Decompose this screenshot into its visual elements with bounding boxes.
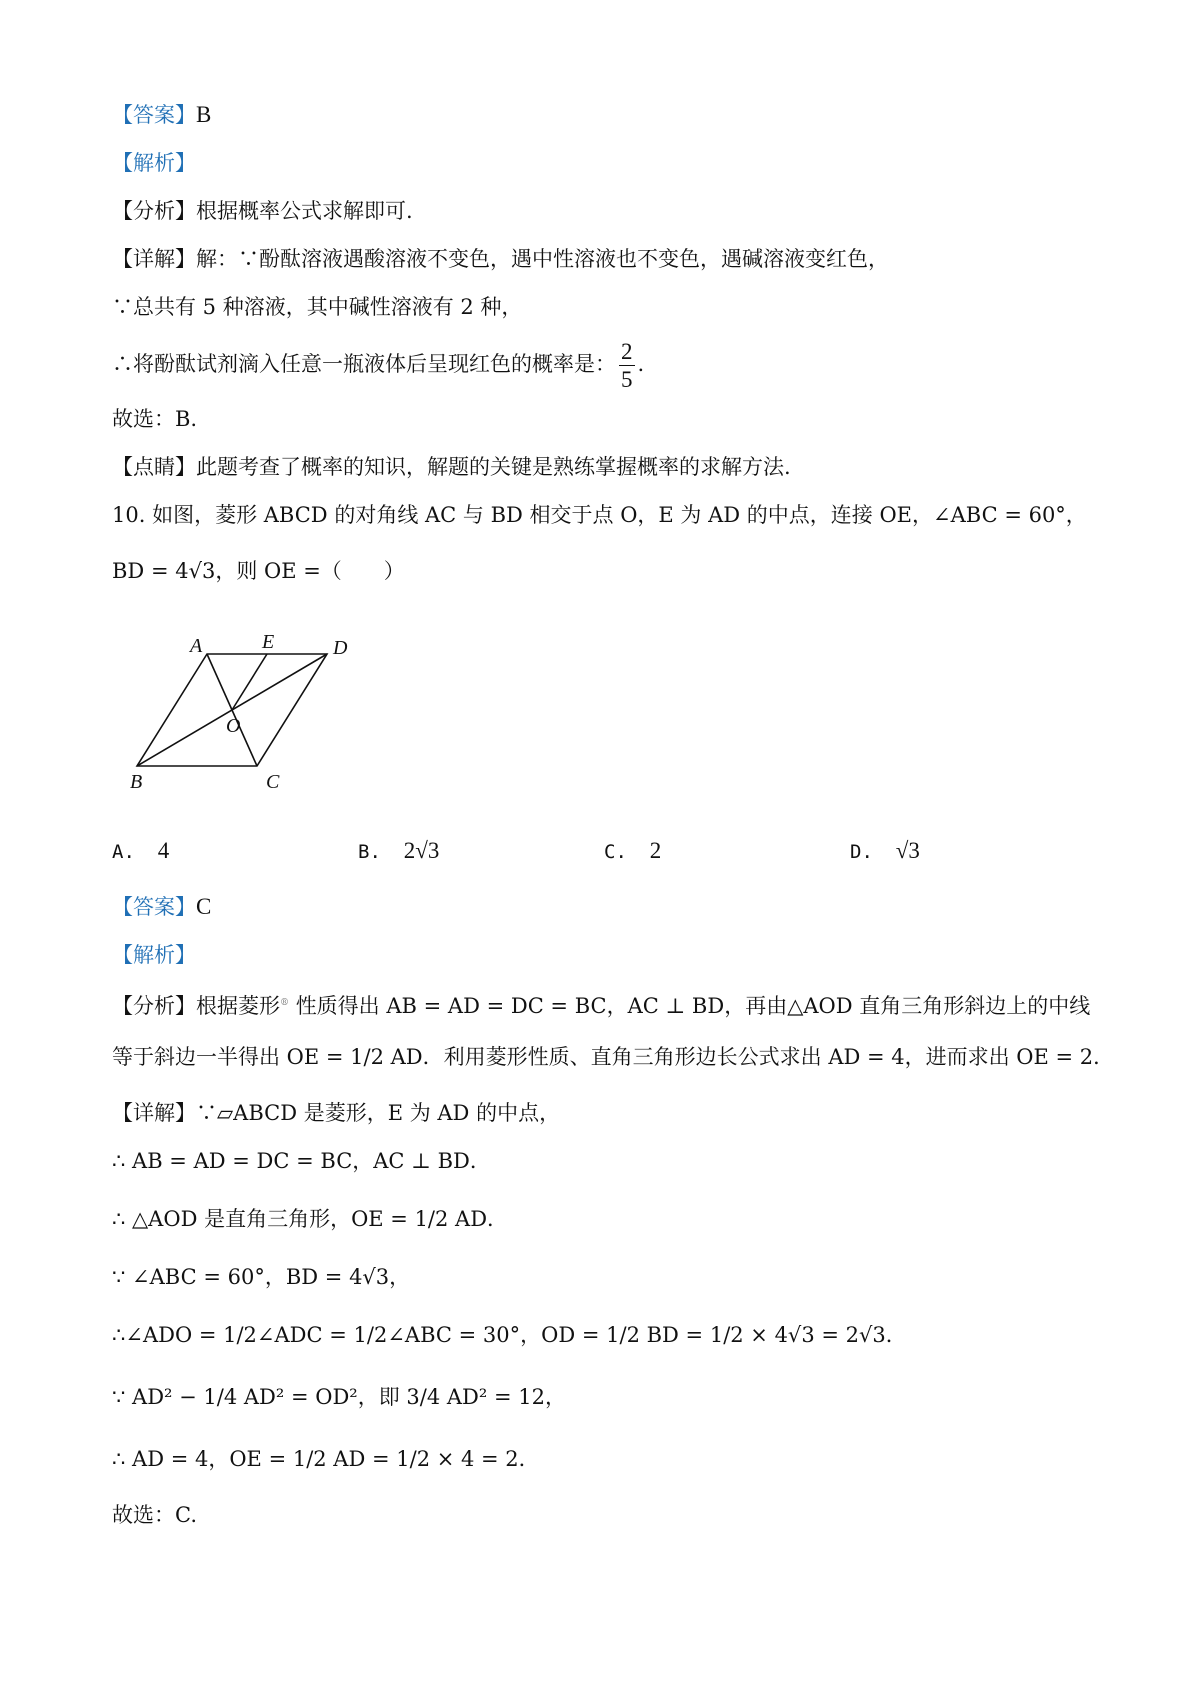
q10-answer-value: C bbox=[196, 894, 212, 919]
q9-line2: ∵总共有 5 种溶液，其中碱性溶液有 2 种， bbox=[112, 295, 523, 319]
q10-answer-line: 【答案】C bbox=[112, 894, 212, 919]
q9-fraction: $\frac{2}{5}$ bbox=[621, 339, 633, 392]
option-d: D. √3 bbox=[850, 838, 920, 863]
q9-dianjing-line: 【点睛】此题考查了概率的知识，解题的关键是熟练掌握概率的求解方法. bbox=[112, 455, 791, 479]
q9-choose: 故选：B. bbox=[112, 407, 198, 431]
q10-stem-line1: 10. 如图，菱形 ABCD 的对角线 AC 与 BD 相交于点 O，E 为 AD 的中点，连接 OE，∠ABC = 60°， bbox=[112, 503, 1087, 527]
q9-answer-value: B bbox=[196, 102, 212, 127]
segment-oe bbox=[232, 654, 267, 710]
q9-line3: ∴将酚酞试剂滴入任意一瓶液体后呈现红色的概率是： $\frac{2}{5}$ . bbox=[112, 339, 645, 392]
q9-fenxi-text: 根据概率公式求解即可. bbox=[196, 199, 413, 223]
option-c: C. 2 bbox=[604, 838, 662, 863]
q10-detail-line: 【详解】∵▱ABCD 是菱形，E 为 AD 的中点， bbox=[112, 1101, 561, 1125]
label-o: O bbox=[226, 715, 241, 737]
q10-step5: ∵ AD² − 1/4 AD² = OD²，即 3/4 AD² = 12， bbox=[112, 1385, 566, 1409]
q9-answer-line bbox=[112, 100, 211, 130]
option-a: A. 4 bbox=[112, 838, 170, 863]
q9-fenxi-line: 【分析】根据概率公式求解即可. bbox=[112, 199, 413, 223]
q10-fenxi-line1: 【分析】根据菱形® 性质得出 AB = AD = DC = BC，AC ⊥ BD，再由△AOD 直角三角形斜边上的中线 bbox=[112, 994, 1091, 1018]
label-c: C bbox=[266, 771, 280, 793]
q9-analysis-tag: 【解析】 bbox=[112, 151, 196, 175]
q10-fenxi-line2: 等于斜边一半得出 OE = 1/2 AD．利用菱形性质、直角三角形边长公式求出 AD = 4，进而求出 OE = 2． bbox=[112, 1045, 1115, 1069]
label-e: E bbox=[262, 632, 275, 653]
q10-step4: ∴∠ADO = 1/2∠ADC = 1/2∠ABC = 30°，OD = 1/2 BD = 1/2 × 4√3 = 2√3． bbox=[112, 1323, 907, 1347]
label-b: B bbox=[130, 771, 143, 793]
label-d: D bbox=[333, 637, 348, 659]
q10-step2: ∴ △AOD 是直角三角形，OE = 1/2 AD． bbox=[112, 1207, 509, 1231]
q9-detail-text: 解：∵酚酞溶液遇酸溶液不变色，遇中性溶液也不变色，遇碱溶液变红色， bbox=[196, 247, 889, 271]
q10-stem-line2: BD = 4√3，则 OE =（ ） bbox=[112, 559, 405, 583]
answer-tag: 【答案】 bbox=[112, 103, 196, 127]
option-b: B. 2√3 bbox=[358, 838, 440, 863]
q9-dianjing-text: 此题考查了概率的知识，解题的关键是熟练掌握概率的求解方法. bbox=[196, 455, 791, 479]
q10-step6: ∴ AD = 4，OE = 1/2 AD = 1/2 × 4 = 2． bbox=[112, 1447, 540, 1471]
q10-choose: 故选：C. bbox=[112, 1503, 197, 1527]
q10-step3: ∵ ∠ABC = 60°，BD = 4√3， bbox=[112, 1265, 411, 1289]
q9-detail-line: 【详解】解：∵酚酞溶液遇酸溶液不变色，遇中性溶液也不变色，遇碱溶液变红色， bbox=[112, 247, 889, 271]
rhombus-figure bbox=[130, 632, 390, 802]
label-a: A bbox=[190, 635, 203, 657]
q10-analysis-tag: 【解析】 bbox=[112, 943, 196, 967]
q10-step1: ∴ AB = AD = DC = BC，AC ⊥ BD． bbox=[112, 1149, 491, 1173]
